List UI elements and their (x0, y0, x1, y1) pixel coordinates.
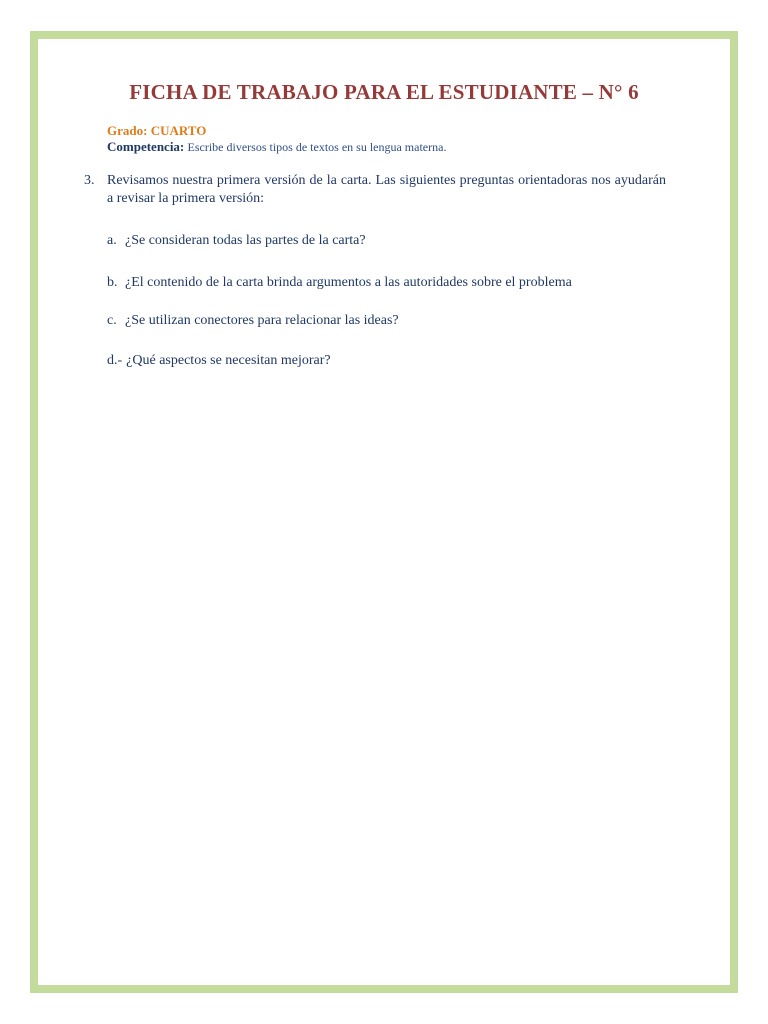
competency-line (107, 139, 446, 155)
question-letter: a. (107, 233, 117, 248)
question-text: ¿Se consideran todas las partes de la carta? (125, 233, 366, 248)
instruction-item (84, 172, 666, 208)
question-text: ¿Qué aspectos se necesitan mejorar? (126, 353, 331, 368)
competency-text: Escribe diversos tipos de textos en su lengua materna. (187, 140, 447, 154)
question-text: ¿Se utilizan conectores para relacionar las ideas? (125, 313, 399, 328)
grade-label: Grado: CUARTO (107, 123, 207, 138)
competency-label: Competencia: (107, 139, 185, 154)
question-d (107, 353, 331, 369)
question-letter: d.- (107, 353, 123, 368)
instruction-text: Revisamos nuestra primera versión de la carta. Las siguientes preguntas orientadoras nos ayudarán a revisar la primera versión: (107, 173, 666, 206)
worksheet-meta (107, 123, 446, 155)
instruction-number: 3. (84, 173, 95, 188)
question-a (107, 233, 366, 249)
worksheet-title: FICHA DE TRABAJO PARA EL ESTUDIANTE – N° 6 (129, 80, 639, 104)
question-letter: b. (107, 275, 118, 290)
question-text: ¿El contenido de la carta brinda argumentos a las autoridades sobre el problema (125, 275, 572, 290)
question-b (107, 275, 572, 291)
question-letter: c. (107, 313, 117, 328)
question-c (107, 313, 399, 329)
